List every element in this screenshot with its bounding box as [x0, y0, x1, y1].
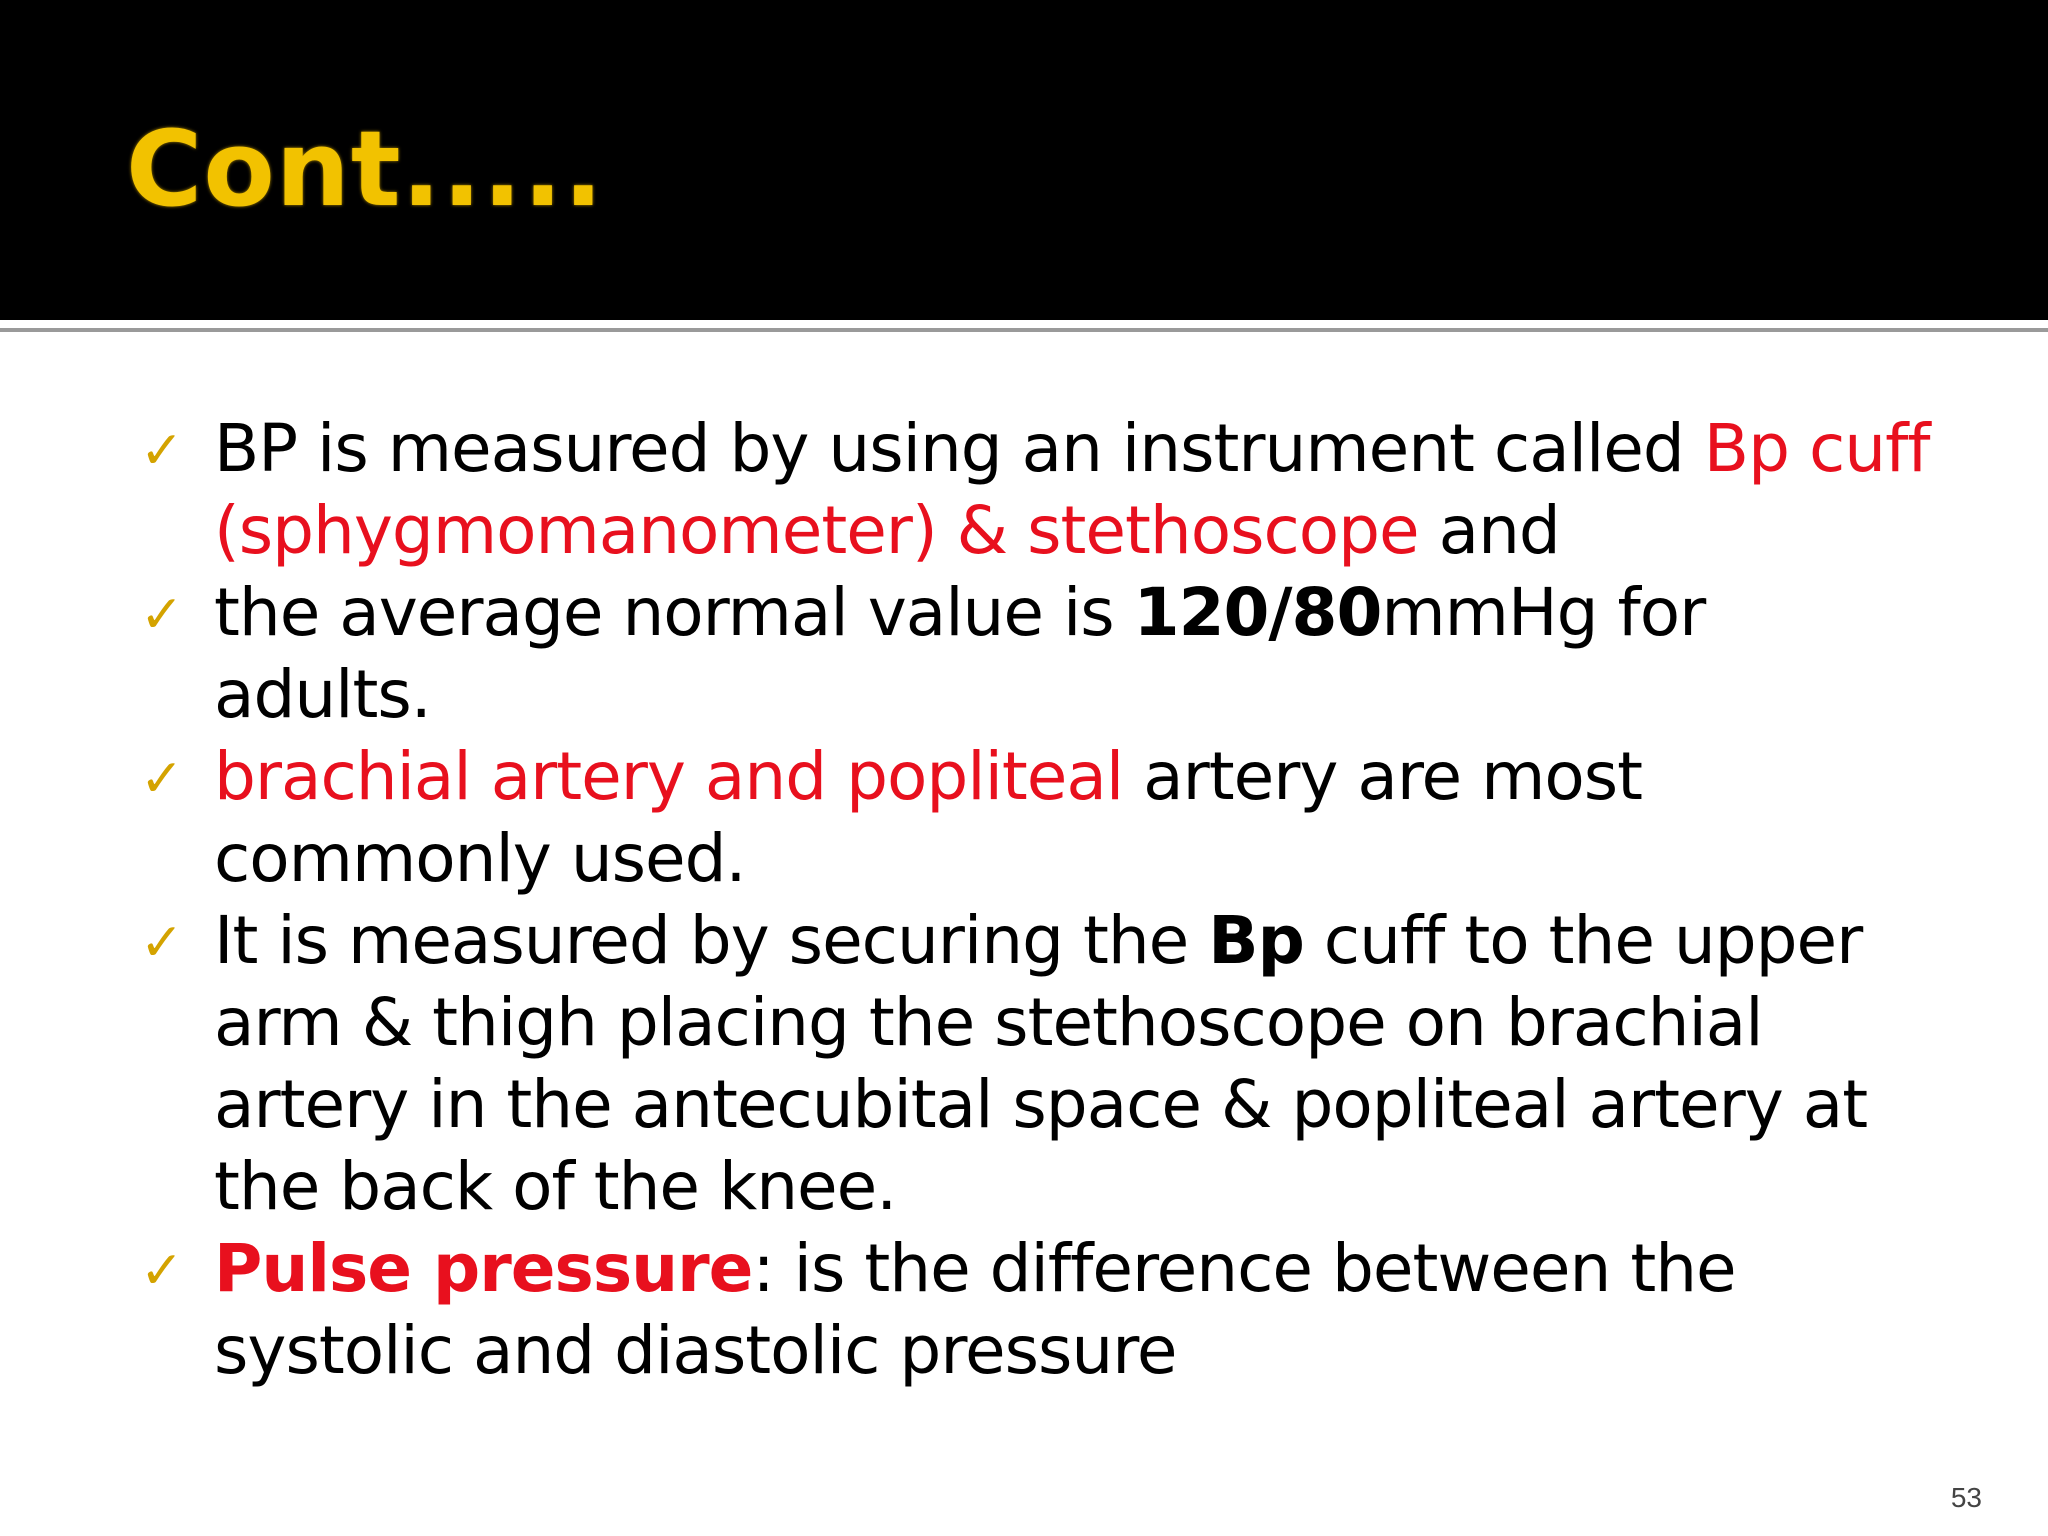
- slide-title: Cont.....: [126, 108, 605, 230]
- bullet-item: [140, 1228, 1940, 1392]
- bullet-list: [140, 408, 1940, 1392]
- bullet-item: [140, 736, 1940, 900]
- bullet-text: : is the difference between the systolic and diastolic pressure: [214, 1230, 1736, 1389]
- check-icon: ✓: [140, 749, 183, 809]
- bullet-bold: Bp: [1208, 902, 1304, 979]
- bullet-bold: 120/80: [1133, 574, 1382, 651]
- title-divider: [0, 328, 2048, 332]
- bullet-item: [140, 408, 1940, 572]
- bullet-text: mmHg for adults.: [214, 574, 1706, 733]
- bullet-highlight: brachial artery and popliteal: [214, 738, 1124, 815]
- bullet-text: BP is measured by using an instrument called: [214, 410, 1704, 487]
- check-icon: ✓: [140, 1241, 183, 1301]
- page-number: 53: [1950, 1482, 1982, 1513]
- bullet-item: [140, 572, 1940, 736]
- bullet-text: artery are most commonly used.: [214, 738, 1643, 897]
- bullet-highlight: Bp cuff (sphygmomanometer) & stethoscope: [214, 410, 1930, 569]
- bullet-text: and: [1418, 492, 1560, 569]
- title-bar: [0, 0, 2048, 320]
- check-icon: ✓: [140, 421, 183, 481]
- bullet-text: It is measured by securing the: [214, 902, 1209, 979]
- bullet-item: [140, 900, 1940, 1228]
- bullet-highlight: Pulse pressure: [214, 1230, 753, 1307]
- check-icon: ✓: [140, 913, 183, 973]
- check-icon: ✓: [140, 585, 183, 645]
- bullet-text: cuff to the upper arm & thigh placing the stethoscope on brachial artery in the antecubital space & popliteal artery at the back of the knee.: [214, 902, 1868, 1225]
- bullet-text: the average normal value is: [214, 574, 1134, 651]
